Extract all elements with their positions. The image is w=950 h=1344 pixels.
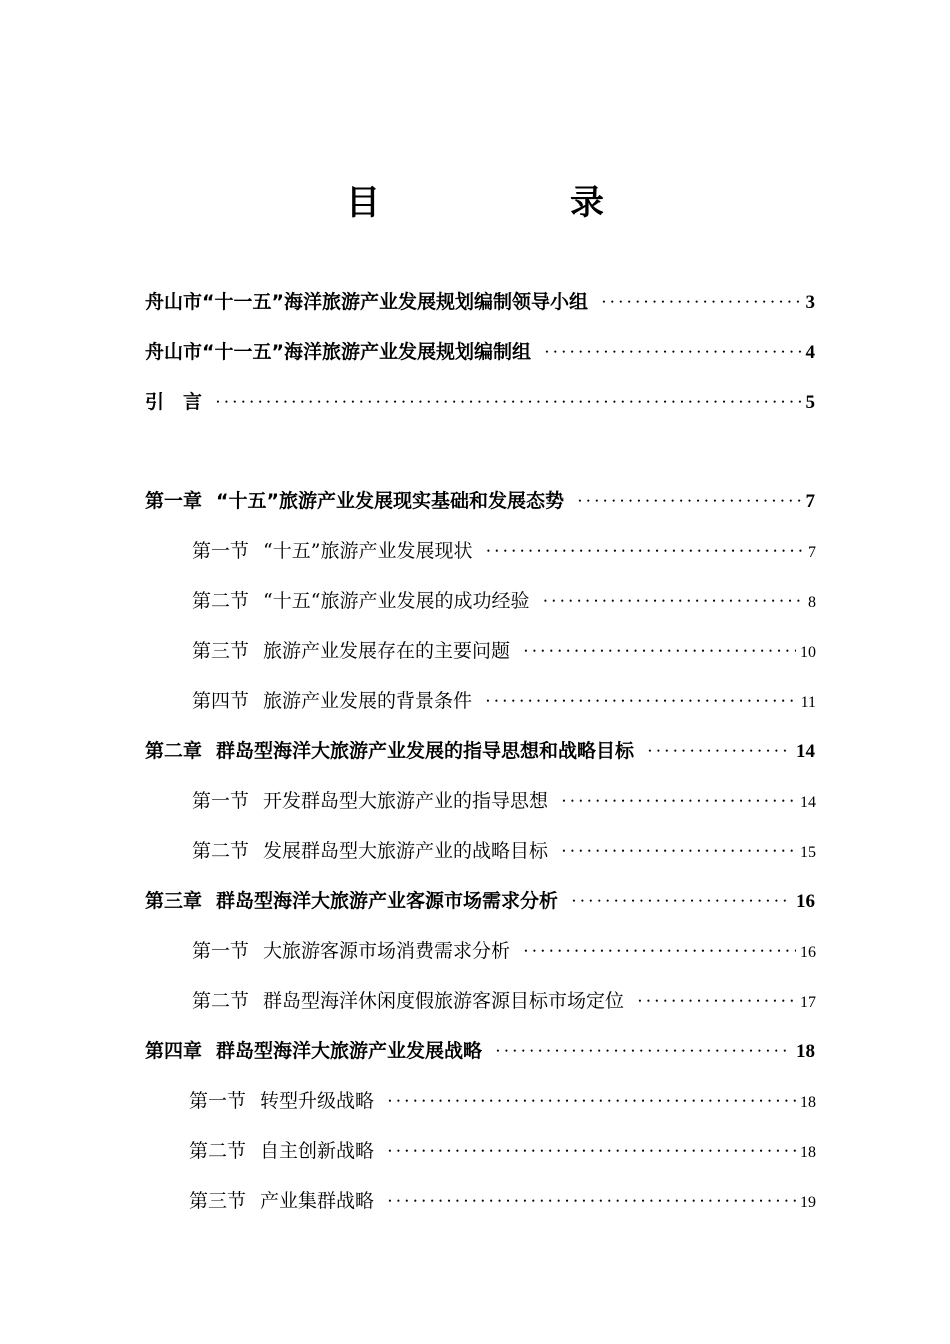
toc-entry-ch1-sec4[interactable] (192, 686, 816, 716)
toc-entry-label: 群岛型海洋大旅游产业发展战略 (216, 1040, 483, 1062)
toc-entry-ch4-sec2[interactable] (189, 1136, 816, 1166)
dot-leader (216, 394, 801, 412)
dot-leader (486, 543, 804, 561)
dot-leader (648, 743, 792, 761)
toc-entry-ch1-sec3[interactable] (192, 636, 816, 666)
toc-entry-number: 第三节 (189, 1190, 247, 1212)
toc-entry-number: 第一节 (192, 940, 250, 962)
toc-entry-label: 旅游产业发展的背景条件 (263, 690, 473, 712)
toc-entry-label: 群岛型海洋大旅游产业发展的指导思想和战略目标 (216, 740, 635, 762)
toc-entry-label: 大旅游客源市场消费需求分析 (263, 940, 511, 962)
toc-entry-ch3-sec1[interactable] (192, 936, 816, 966)
toc-entry-planning-group[interactable] (145, 337, 815, 367)
toc-entry-number: 第二节 (192, 840, 250, 862)
dot-leader (545, 344, 802, 362)
toc-entry-page: 15 (800, 844, 816, 861)
toc-entry-chapter-4[interactable] (145, 1036, 815, 1066)
toc-entry-label: 舟山市“十一五”海洋旅游产业发展规划编制领导小组 (145, 291, 588, 313)
toc-entry-label: 转型升级战略 (260, 1090, 375, 1112)
toc-entry-number: 第四节 (192, 690, 250, 712)
toc-entry-number: 第二节 (192, 990, 250, 1012)
toc-entry-ch4-sec1[interactable] (189, 1086, 816, 1116)
toc-entry-introduction[interactable] (145, 387, 815, 417)
toc-entry-ch2-sec1[interactable] (192, 786, 816, 816)
dot-leader (388, 1143, 796, 1161)
toc-entry-page: 19 (800, 1194, 816, 1211)
toc-entry-ch1-sec1[interactable] (192, 536, 816, 566)
toc-entry-page: 11 (800, 694, 816, 711)
dot-leader (562, 793, 796, 811)
toc-entry-label: 舟山市“十一五”海洋旅游产业发展规划编制组 (145, 341, 531, 363)
toc-entry-ch2-sec2[interactable] (192, 836, 816, 866)
dot-leader (602, 294, 802, 312)
toc-entry-page: 17 (800, 994, 816, 1011)
toc-entry-number: 第一章 (145, 490, 203, 512)
toc-entry-label: “十五”旅游产业发展现实基础和发展态势 (216, 490, 564, 512)
toc-entry-ch3-sec2[interactable] (192, 986, 816, 1016)
toc-entry-chapter-1[interactable] (145, 486, 815, 516)
toc-entry-number: 第二节 (192, 590, 250, 612)
toc-entry-page: 16 (800, 944, 816, 961)
toc-entry-page: 7 (808, 544, 816, 561)
toc-entry-page: 14 (796, 741, 815, 762)
toc-entry-label: 开发群岛型大旅游产业的指导思想 (263, 790, 549, 812)
toc-title: 目 录 (346, 183, 682, 223)
toc-entry-page: 4 (805, 342, 815, 363)
toc-entry-label: 群岛型海洋大旅游产业客源市场需求分析 (216, 890, 559, 912)
dot-leader (388, 1093, 796, 1111)
toc-entry-number: 第一节 (192, 790, 250, 812)
dot-leader (496, 1043, 792, 1061)
toc-entry-label: 引 言 (145, 391, 203, 413)
toc-entry-leadership-group[interactable] (145, 287, 815, 317)
toc-entry-label: “十五”旅游产业发展现状 (263, 540, 473, 562)
toc-entry-label: 产业集群战略 (260, 1190, 375, 1212)
toc-entry-number: 第三章 (145, 890, 203, 912)
dot-leader (578, 493, 802, 511)
toc-entry-label: 旅游产业发展存在的主要问题 (263, 640, 511, 662)
dot-leader (524, 643, 796, 661)
dot-leader (572, 893, 792, 911)
toc-entry-page: 16 (796, 891, 815, 912)
toc-entry-number: 第二节 (189, 1140, 247, 1162)
dot-leader (543, 593, 804, 611)
toc-entry-page: 3 (805, 292, 815, 313)
dot-leader (562, 843, 796, 861)
dot-leader (524, 943, 796, 961)
toc-entry-chapter-3[interactable] (145, 886, 815, 916)
toc-entry-ch1-sec2[interactable] (192, 586, 816, 616)
toc-entry-chapter-2[interactable] (145, 736, 815, 766)
toc-entry-number: 第三节 (192, 640, 250, 662)
toc-entry-label: “十五“旅游产业发展的成功经验 (263, 590, 530, 612)
dot-leader (638, 993, 796, 1011)
toc-entry-page: 14 (800, 794, 816, 811)
toc-entry-page: 5 (805, 392, 815, 413)
dot-leader (388, 1193, 796, 1211)
toc-entry-page: 18 (800, 1094, 816, 1111)
toc-entry-label: 群岛型海洋休闲度假旅游客源目标市场定位 (263, 990, 625, 1012)
dot-leader (486, 693, 797, 711)
toc-entry-page: 7 (805, 491, 815, 512)
toc-entry-number: 第一节 (192, 540, 250, 562)
toc-entry-label: 发展群岛型大旅游产业的战略目标 (263, 840, 549, 862)
toc-entry-page: 18 (796, 1041, 815, 1062)
toc-entry-page: 10 (800, 644, 816, 661)
toc-entry-page: 8 (808, 594, 816, 611)
toc-entry-number: 第二章 (145, 740, 203, 762)
toc-entry-number: 第一节 (189, 1090, 247, 1112)
toc-entry-number: 第四章 (145, 1040, 203, 1062)
toc-entry-ch4-sec3[interactable] (189, 1186, 816, 1216)
toc-entry-label: 自主创新战略 (260, 1140, 375, 1162)
toc-entry-page: 18 (800, 1144, 816, 1161)
